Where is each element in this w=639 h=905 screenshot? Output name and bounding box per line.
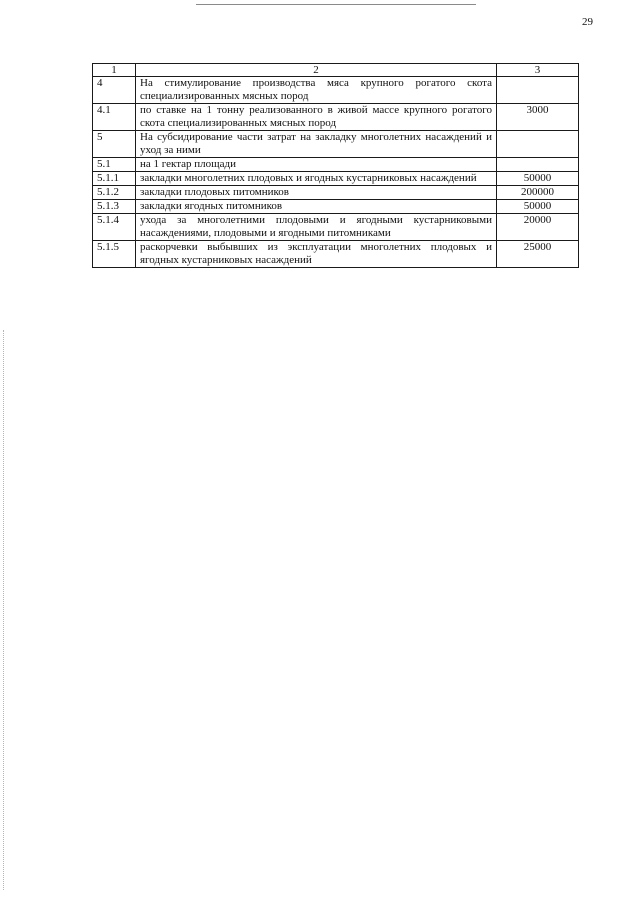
row-value — [497, 77, 579, 104]
table-row — [93, 158, 579, 172]
row-value: 50000 — [497, 172, 579, 186]
row-number: 5 — [93, 131, 136, 158]
row-description: по ставке на 1 тонну реализованного в живой массе крупного рогатого скота специализированных мясных пород — [136, 104, 497, 131]
row-description: раскорчевки выбывших из эксплуатации многолетних плодовых и ягодных кустарниковых насаждений — [136, 241, 497, 268]
table-row — [93, 104, 579, 131]
scan-edge-line — [3, 330, 4, 890]
row-number: 5.1.1 — [93, 172, 136, 186]
table-row — [93, 172, 579, 186]
top-border-line — [196, 4, 476, 5]
header-cell-number: 1 — [93, 64, 136, 77]
row-value: 50000 — [497, 200, 579, 214]
table-row — [93, 200, 579, 214]
table-row — [93, 186, 579, 200]
row-value — [497, 158, 579, 172]
table-row — [93, 77, 579, 104]
row-number: 5.1 — [93, 158, 136, 172]
header-cell-description: 2 — [136, 64, 497, 77]
row-description: закладки многолетних плодовых и ягодных кустарниковых насаждений — [136, 172, 497, 186]
table-header-row — [93, 64, 579, 77]
table-row — [93, 214, 579, 241]
table-row — [93, 131, 579, 158]
table-row — [93, 241, 579, 268]
row-number: 4.1 — [93, 104, 136, 131]
row-number: 4 — [93, 77, 136, 104]
row-value: 200000 — [497, 186, 579, 200]
row-value: 3000 — [497, 104, 579, 131]
row-description: На субсидирование части затрат на закладку многолетних насаждений и уход за ними — [136, 131, 497, 158]
row-number: 5.1.3 — [93, 200, 136, 214]
row-value: 20000 — [497, 214, 579, 241]
row-description: ухода за многолетними плодовыми и ягодными кустарниковыми насаждениями, плодовыми и ягодными питомниками — [136, 214, 497, 241]
row-number: 5.1.2 — [93, 186, 136, 200]
row-description: закладки ягодных питомников — [136, 200, 497, 214]
row-value — [497, 131, 579, 158]
subsidy-rates-table — [92, 63, 579, 268]
row-number: 5.1.5 — [93, 241, 136, 268]
row-number: 5.1.4 — [93, 214, 136, 241]
row-description: закладки плодовых питомников — [136, 186, 497, 200]
row-description: На стимулирование производства мяса крупного рогатого скота специализированных мясных пород — [136, 77, 497, 104]
header-cell-value: 3 — [497, 64, 579, 77]
row-description: на 1 гектар площади — [136, 158, 497, 172]
row-value: 25000 — [497, 241, 579, 268]
page-number: 29 — [582, 16, 593, 28]
